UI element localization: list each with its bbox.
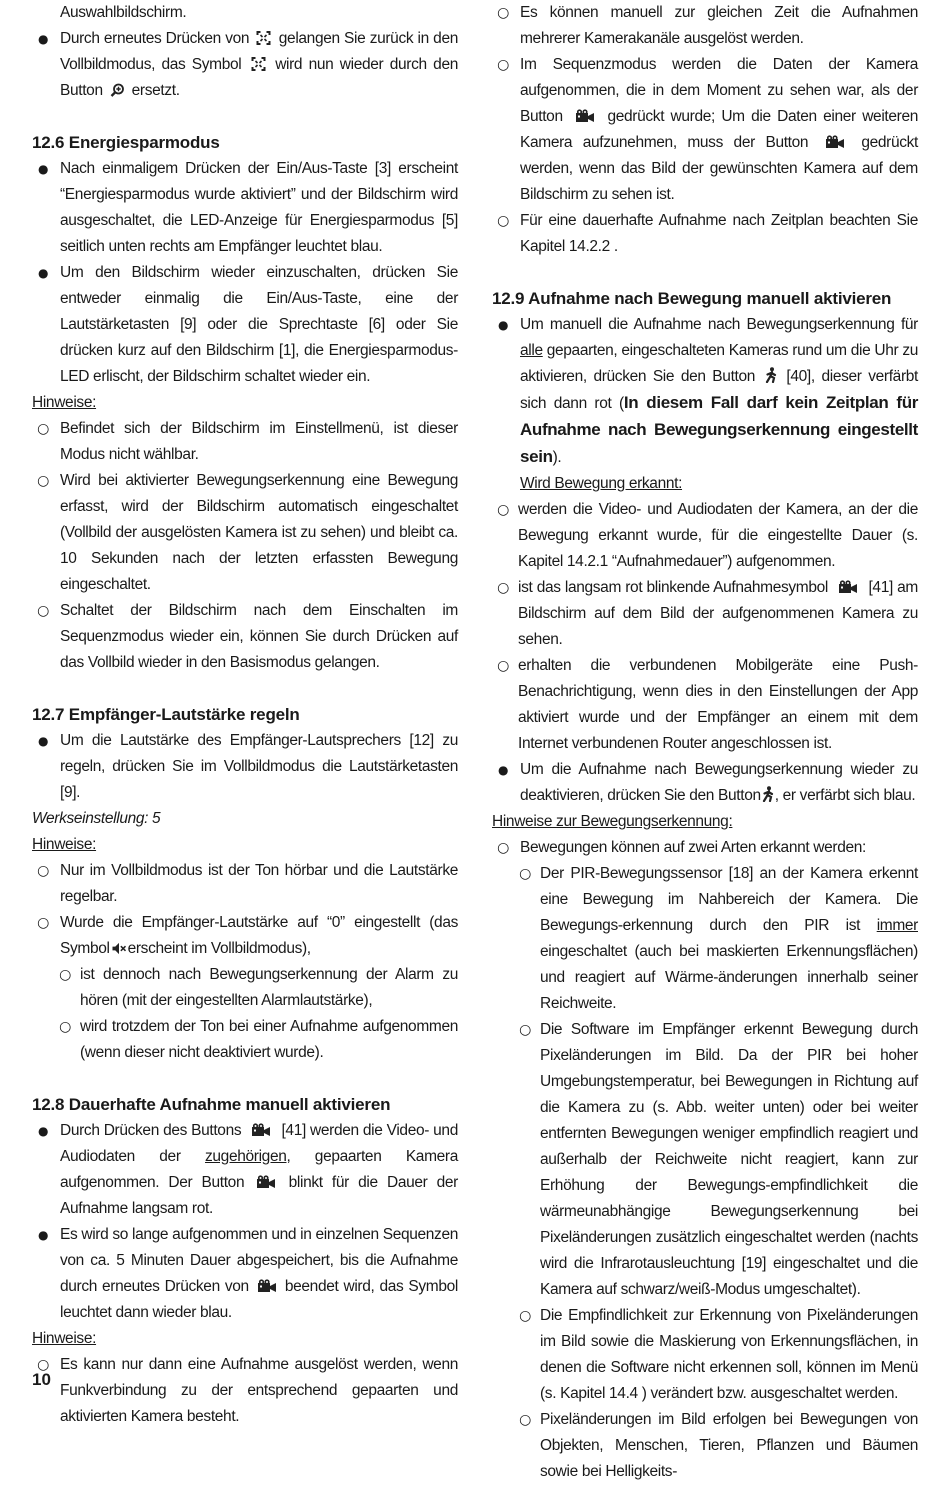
ring-bullet-icon [492, 835, 514, 862]
bullet-icon [32, 1222, 54, 1249]
video-camera-icon [256, 1175, 276, 1189]
bullet-icon [492, 757, 514, 784]
sub-note-item: ○ Pixeländerungen im Bild erfolgen bei Bewegungen von Objekten, Menschen, Tieren, Pflanzen und Bäumen sowie bei Helligkeits- [514, 1407, 918, 1485]
list-item: ● Es wird so lange aufgenommen und in einzelnen Sequenzen von ca. 5 Minuten Dauer abgespeichert, bis die Aufnahme durch erneutes Drücken von beendet wird, das Symbol leuchtet dann wieder blau. [32, 1222, 458, 1326]
ring-bullet-icon [32, 598, 54, 625]
bullet-icon [32, 156, 54, 183]
ring-bullet-icon [514, 1407, 536, 1434]
note-item: ○ Nur im Vollbildmodus ist der Ton hörbar und die Lautstärke regelbar. [32, 858, 458, 910]
default-setting: Werkseinstellung: 5 [32, 810, 161, 827]
notes-label: Hinweise: [32, 394, 97, 411]
bullet-icon [32, 728, 54, 755]
list-item: ● Um manuell die Aufnahme nach Bewegungserkennung für alle gepaarten, eingeschalteten Kameras rund um die Uhr zu aktivieren, drücken Sie den Button [40], dieser verfärbt sich dann rot (In diesem Fall darf kein Zeitplan für Aufnahme nach Bewegungserkennung eingestellt sein). [492, 312, 918, 471]
motion-person-icon [765, 367, 777, 383]
sub-note-item: ○ Die Empfindlichkeit zur Erkennung von Pixeländerungen im Bild sowie die Maskierung von Erkennungsflächen, in denen die Software nicht erkennen soll, können im Menü (s. Kapitel 14.4 ) verändert bzw. ausgeschaltet werden. [514, 1303, 918, 1407]
video-camera-icon [838, 580, 858, 594]
ring-bullet-icon [32, 468, 54, 495]
ring-bullet-icon [492, 575, 514, 602]
note-item: ○ Wird bei aktivierter Bewegungserkennung eine Bewegung erfasst, wird der Bildschirm automatisch eingeschaltet (Vollbild der ausgelösten Kamera ist zu sehen) und bleibt ca. 10 Sekunden nach der letzten erfassten Bewegung eingeschaltet. [32, 468, 458, 598]
ring-bullet-icon [492, 497, 514, 524]
fullscreen-toggle-icon [251, 57, 266, 71]
ring-bullet-icon [514, 1017, 536, 1044]
ring-bullet-icon [514, 861, 536, 888]
notes-label: Hinweise zur Bewegungserkennung: [492, 813, 733, 830]
zoom-icon [110, 83, 125, 97]
notes-label: Hinweise: [32, 836, 97, 853]
left-column [32, 0, 458, 1430]
ring-bullet-icon [54, 1014, 76, 1041]
top-fragment: Auswahlbildschirm. [60, 4, 187, 21]
right-column [492, 0, 918, 1485]
note-item: ○ Es können manuell zur gleichen Zeit die Aufnahmen mehrerer Kamerakanäle ausgelöst werden. [492, 0, 918, 52]
list-item: ● Um die Lautstärke des Empfänger-Lautsprechers [12] zu regeln, drücken Sie im Vollbildmodus die Lautstärketasten [9]. [32, 728, 458, 806]
sub-note-item: ○ ist dennoch nach Bewegungserkennung der Alarm zu hören (mit der eingestellten Alarmlautstärke), [54, 962, 458, 1014]
notes-label: Hinweise: [32, 1330, 97, 1347]
sub-note-item: ○ Die Software im Empfänger erkennt Bewegung durch Pixeländerungen im Bild. Da der PIR bei hoher Umgebungstemperatur, bei Bewegungen in Richtung auf die Kamera zu (s. Abb. weiter unten) oder bei weiter entfernten Bewegungen weniger empfindlich reagiert und außerhalb der Reichweite nicht reagiert, kann zur Erhöhung der Bewegungs-empfindlichkeit die wärmeunabhängige Bewegungserkennung bei Pixeländerungen zusätzlich eingeschaltet werden (nachts wird die Infrarotausleuchtung [19] eingeschaltet und die Kamera auf schwarz/weiß-Modus umgeschaltet). [514, 1017, 918, 1303]
page-number: 10 [32, 1370, 51, 1389]
ring-bullet-icon [514, 1303, 536, 1330]
ring-bullet-icon [32, 910, 54, 937]
list-item: ● Um die Aufnahme nach Bewegungserkennung wieder zu deaktivieren, drücken Sie den Button , er verfärbt sich blau. [492, 757, 918, 809]
sub-note-item: ○ ist das langsam rot blinkende Aufnahmesymbol [41] am Bildschirm auf dem Bild der aufgenommenen Kamera zu sehen. [492, 575, 918, 653]
video-camera-icon [575, 109, 595, 123]
fullscreen-toggle-icon [256, 31, 271, 45]
video-camera-icon [257, 1279, 277, 1293]
section-heading-12-8: 12.8 Dauerhafte Aufnahme manuell aktivieren [32, 1095, 391, 1114]
list-item: ● Durch erneutes Drücken von gelangen Sie zurück in den Vollbildmodus, das Symbol wird nun wieder durch den Button ersetzt. [32, 26, 458, 104]
note-item: ○ Es kann nur dann eine Aufnahme ausgelöst werden, wenn Funkverbindung zu der entsprechend gepaarten und aktivierten Kamera besteht. [32, 1352, 458, 1430]
detected-label: Wird Bewegung erkannt: [520, 475, 683, 492]
section-heading-12-6: 12.6 Energiesparmodus [32, 133, 220, 152]
ring-bullet-icon [54, 962, 76, 989]
ring-bullet-icon [32, 858, 54, 885]
note-item: ○ Wurde die Empfänger-Lautstärke auf “0” eingestellt (das Symbol erscheint im Vollbildmodus), [32, 910, 458, 962]
bullet-icon [32, 26, 54, 53]
sub-note-item: ○ Der PIR-Bewegungssensor [18] an der Kamera erkennt eine Bewegung im Nahbereich der Kamera. Die Bewegungs-erkennung durch den PIR ist immer eingeschaltet (auch bei maskierten Erkennungsflächen) und reagiert auf Wärme-änderungen innerhalb seiner Reichweite. [514, 861, 918, 1017]
bullet-icon [32, 1118, 54, 1145]
video-camera-icon [251, 1123, 271, 1137]
bullet-icon [492, 312, 514, 339]
section-heading-12-9: 12.9 Aufnahme nach Bewegung manuell aktivieren [492, 289, 892, 308]
sub-note-item: ○ werden die Video- und Audiodaten der Kamera, an der die Bewegung erkannt wurde, für die eingestellte Dauer (s. Kapitel 14.2.1 “Aufnahmedauer”) aufgenommen. [492, 497, 918, 575]
ring-bullet-icon [32, 416, 54, 443]
video-camera-icon [825, 135, 845, 149]
section-heading-12-7: 12.7 Empfänger-Lautstärke regeln [32, 705, 300, 724]
note-item: ○ Für eine dauerhafte Aufnahme nach Zeitplan beachten Sie Kapitel 14.2.2 . [492, 208, 918, 260]
list-item: ● Nach einmaligem Drücken der Ein/Aus-Taste [3] erscheint “Energiesparmodus wurde aktiviert” und der Bildschirm wird ausgeschaltet, die LED-Anzeige für Energiesparmodus [5] seitlich unten rechts am Empfänger leuchtet blau. [32, 156, 458, 260]
ring-bullet-icon [492, 208, 514, 235]
note-item: ○ Schaltet der Bildschirm nach dem Einschalten im Sequenzmodus wieder ein, können Sie durch Drücken auf das Vollbild wieder in den Basismodus gelangen. [32, 598, 458, 676]
list-item: ● Durch Drücken des Buttons [41] werden die Video- und Audiodaten der zugehörigen, gepaarten Kamera aufgenommen. Der Button blinkt für die Dauer der Aufnahme langsam rot. [32, 1118, 458, 1222]
note-item: ○ Befindet sich der Bildschirm im Einstellmenü, ist dieser Modus nicht wählbar. [32, 416, 458, 468]
sub-note-item: ○ erhalten die verbundenen Mobilgeräte eine Push-Benachrichtigung, wenn dies in den Einstellungen der App aktiviert wurde und der Empfänger an einem mit dem Internet verbundenen Router angeschlossen ist. [492, 653, 918, 757]
mute-speaker-icon [111, 942, 127, 955]
ring-bullet-icon [492, 52, 514, 79]
note-item: ○ Im Sequenzmodus werden die Daten der Kamera aufgenommen, die in dem Moment zu sehen war, als der Button gedrückt wurde; Um die Daten einer weiteren Kamera aufzunehmen, muss der Button gedrückt werden, wenn das Bild der gewünschten Kamera auf dem Bildschirm zu sehen ist. [492, 52, 918, 208]
motion-person-icon [762, 786, 774, 802]
bullet-icon [32, 260, 54, 287]
ring-bullet-icon [492, 0, 514, 27]
ring-bullet-icon [492, 653, 514, 680]
note-item: ○ Bewegungen können auf zwei Arten erkannt werden: [492, 835, 918, 861]
list-item: ● Um den Bildschirm wieder einzuschalten, drücken Sie entweder einmalig die Ein/Aus-Taste, eine der Lautstärketasten [9] oder die Sprechtaste [6] oder Sie drücken kurz auf den Bildschirm [1], die Energiesparmodus-LED erlischt, der Bildschirm schaltet wieder ein. [32, 260, 458, 390]
sub-note-item: ○ wird trotzdem der Ton bei einer Aufnahme aufgenommen (wenn dieser nicht deaktiviert wurde). [54, 1014, 458, 1066]
